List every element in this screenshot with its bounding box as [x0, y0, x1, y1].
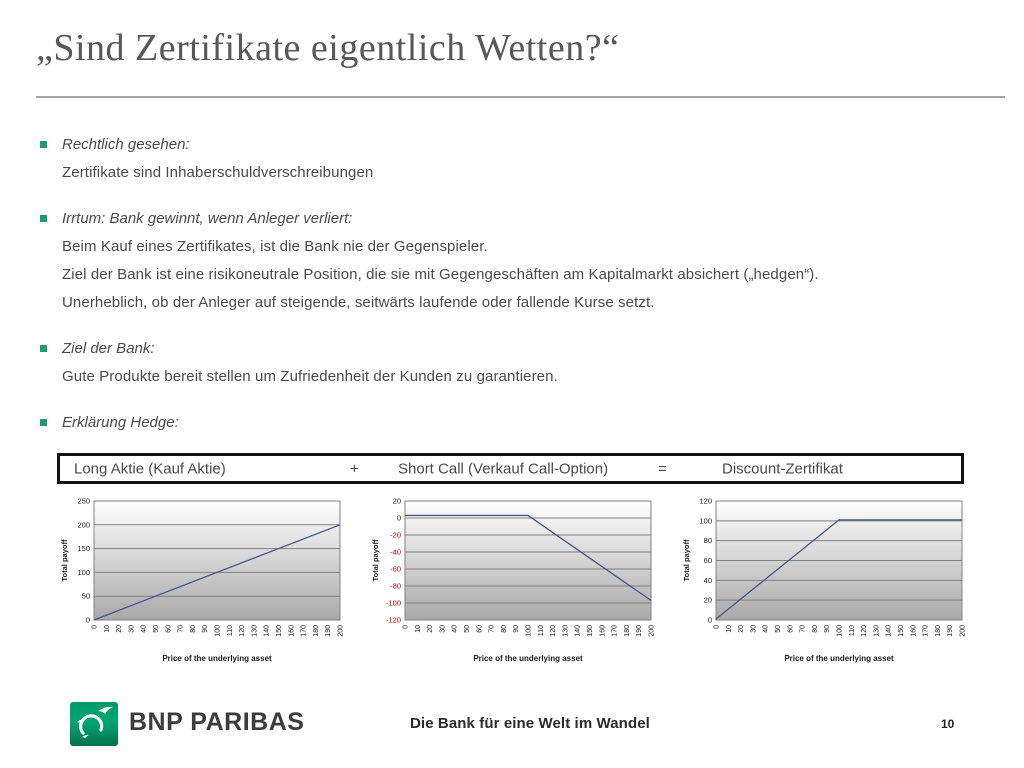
- x-axis-tick-label: 200: [648, 625, 656, 637]
- bullet-body-line: Ziel der Bank ist eine risikoneutrale Position, die sie mit Gegengeschäften am Kapitalmarkt absichert („hedgen“).: [62, 266, 819, 283]
- x-axis-tick-label: 40: [140, 625, 148, 633]
- bullet-heading: [40, 414, 984, 431]
- y-axis-tick-label: -60: [390, 564, 401, 574]
- y-axis-title: Total payoff: [682, 539, 691, 582]
- y-axis-tick-label: 20: [392, 496, 401, 506]
- y-axis-tick-label: -40: [390, 547, 401, 557]
- y-axis-tick-label: 0: [85, 615, 90, 625]
- x-axis-tick-label: 90: [513, 625, 521, 633]
- bullet-list: [40, 136, 984, 431]
- y-axis-tick-label: 150: [77, 544, 90, 554]
- x-axis-tick-label: 50: [464, 625, 471, 633]
- chart-short-call: [369, 494, 657, 666]
- chart-long-aktie: [58, 494, 346, 666]
- x-axis-tick-label: 130: [562, 625, 570, 637]
- formula-equals-sign: =: [658, 460, 667, 477]
- x-axis-tick-label: 170: [922, 625, 930, 637]
- title-divider: [36, 96, 1005, 98]
- formula-long-aktie: Long Aktie (Kauf Aktie): [74, 460, 226, 477]
- x-axis-tick-label: 150: [898, 625, 905, 637]
- bullet-body-line: Gute Produkte bereit stellen um Zufriedenheit der Kunden zu garantieren.: [62, 368, 558, 385]
- x-axis-tick-label: 110: [226, 625, 234, 637]
- y-axis-tick-label: 100: [699, 516, 712, 526]
- slide-body: [40, 136, 984, 666]
- x-axis-tick-label: 80: [811, 625, 819, 633]
- y-axis-tick-label: 50: [81, 591, 90, 601]
- y-axis-tick-label: -120: [385, 615, 401, 625]
- x-axis-tick-label: 70: [177, 625, 185, 633]
- payoff-charts-row: [58, 494, 984, 666]
- x-axis-tick-label: 140: [574, 625, 582, 637]
- y-axis-tick-label: 0: [396, 513, 401, 523]
- x-axis-tick-label: 150: [276, 625, 283, 637]
- x-axis-tick-label: 40: [451, 625, 459, 633]
- x-axis-tick-label: 0: [713, 625, 721, 629]
- x-axis-tick-label: 100: [836, 625, 844, 637]
- y-axis-tick-label: -20: [390, 530, 401, 540]
- x-axis-tick-label: 60: [165, 625, 173, 633]
- formula-discount-zertifikat: Discount-Zertifikat: [722, 460, 843, 477]
- y-axis-tick-label: 100: [77, 567, 90, 577]
- bullet-body-line: Unerheblich, ob der Anleger auf steigende, seitwärts laufende oder fallende Kurse setzt.: [62, 294, 655, 311]
- x-axis-tick-label: 90: [202, 625, 210, 633]
- x-axis-tick-label: 180: [623, 625, 631, 637]
- bullet-heading: [40, 210, 984, 227]
- green-square-bullet-icon: [40, 345, 47, 352]
- x-axis-tick-label: 160: [910, 625, 918, 637]
- x-axis-tick-label: 120: [239, 625, 247, 637]
- x-axis-tick-label: 150: [587, 625, 594, 637]
- y-axis-tick-label: 0: [707, 615, 712, 625]
- x-axis-tick-label: 60: [787, 625, 795, 633]
- x-axis-tick-label: 90: [824, 625, 832, 633]
- x-axis-tick-label: 30: [128, 625, 136, 633]
- payoff-chart-svg: [369, 494, 657, 666]
- x-axis-tick-label: 110: [537, 625, 545, 637]
- x-axis-tick-label: 120: [861, 625, 869, 637]
- bullet-heading: [40, 340, 984, 357]
- y-axis-tick-label: 60: [703, 556, 712, 565]
- x-axis-tick-label: 160: [288, 625, 296, 637]
- x-axis-title: Price of the underlying asset: [784, 654, 894, 663]
- x-axis-tick-label: 50: [775, 625, 782, 633]
- x-axis-tick-label: 120: [550, 625, 558, 637]
- x-axis-tick-label: 100: [214, 625, 222, 637]
- footer-tagline: Die Bank für eine Welt im Wandel: [410, 715, 650, 732]
- x-axis-title: Price of the underlying asset: [162, 654, 272, 663]
- y-axis-tick-label: 20: [703, 595, 712, 605]
- y-axis-tick-label: 80: [703, 536, 712, 546]
- x-axis-tick-label: 80: [189, 625, 197, 633]
- slide-title: „Sind Zertifikate eigentlich Wetten?“: [36, 27, 620, 69]
- x-axis-tick-label: 130: [251, 625, 259, 637]
- chart-discount-zertifikat: [680, 494, 968, 666]
- y-axis-title: Total payoff: [371, 539, 380, 582]
- x-axis-tick-label: 190: [325, 625, 333, 637]
- x-axis-tick-label: 70: [488, 625, 496, 633]
- bullet-body-line: Zertifikate sind Inhaberschuldverschreibungen: [62, 164, 374, 181]
- plot-area: [94, 501, 340, 620]
- bullet-heading-text: Erklärung Hedge:: [62, 414, 179, 431]
- x-axis-tick-label: 10: [725, 625, 733, 633]
- y-axis-tick-label: -100: [385, 598, 401, 608]
- bullet-heading: [40, 136, 984, 153]
- page-number: 10: [941, 717, 955, 731]
- formula-plus-sign: +: [350, 460, 359, 477]
- x-axis-tick-label: 170: [300, 625, 308, 637]
- x-axis-tick-label: 40: [762, 625, 770, 633]
- bnp-paribas-logo-icon: [70, 702, 118, 746]
- y-axis-tick-label: 200: [77, 520, 90, 530]
- bullet-body-line: Beim Kauf eines Zertifikates, ist die Bank nie der Gegenspieler.: [62, 238, 488, 255]
- x-axis-tick-label: 20: [427, 625, 435, 633]
- y-axis-tick-label: -80: [390, 581, 401, 591]
- y-axis-tick-label: 40: [703, 575, 712, 585]
- green-square-bullet-icon: [40, 215, 47, 222]
- y-axis-tick-label: 120: [699, 496, 712, 506]
- x-axis-tick-label: 0: [91, 625, 99, 629]
- x-axis-tick-label: 190: [947, 625, 955, 637]
- x-axis-tick-label: 200: [337, 625, 345, 637]
- x-axis-tick-label: 190: [636, 625, 644, 637]
- bullet-heading-text: Ziel der Bank:: [62, 340, 155, 357]
- green-square-bullet-icon: [40, 419, 47, 426]
- plot-area: [405, 501, 651, 620]
- bnp-paribas-wordmark: BNP PARIBAS: [129, 708, 305, 736]
- x-axis-tick-label: 130: [873, 625, 881, 637]
- x-axis-tick-label: 60: [476, 625, 484, 633]
- x-axis-tick-label: 180: [934, 625, 942, 637]
- bullet-heading-text: Rechtlich gesehen:: [62, 136, 190, 153]
- bullet-heading-text: Irrtum: Bank gewinnt, wenn Anleger verliert:: [62, 210, 353, 227]
- x-axis-tick-label: 100: [525, 625, 533, 637]
- x-axis-tick-label: 200: [959, 625, 967, 637]
- formula-short-call: Short Call (Verkauf Call-Option): [398, 460, 609, 477]
- x-axis-tick-label: 140: [885, 625, 893, 637]
- x-axis-tick-label: 10: [414, 625, 422, 633]
- x-axis-tick-label: 110: [848, 625, 856, 637]
- green-square-bullet-icon: [40, 141, 47, 148]
- x-axis-tick-label: 170: [611, 625, 619, 637]
- y-axis-title: Total payoff: [60, 539, 69, 582]
- x-axis-tick-label: 20: [738, 625, 746, 633]
- x-axis-tick-label: 180: [312, 625, 320, 637]
- x-axis-tick-label: 10: [103, 625, 111, 633]
- x-axis-tick-label: 50: [153, 625, 160, 633]
- x-axis-tick-label: 160: [599, 625, 607, 637]
- hedge-formula-box: [57, 453, 964, 484]
- x-axis-title: Price of the underlying asset: [473, 654, 583, 663]
- x-axis-tick-label: 20: [116, 625, 124, 633]
- y-axis-tick-label: 250: [77, 496, 90, 506]
- payoff-chart-svg: [58, 494, 346, 666]
- x-axis-tick-label: 30: [750, 625, 758, 633]
- x-axis-tick-label: 140: [263, 625, 271, 637]
- x-axis-tick-label: 70: [799, 625, 807, 633]
- x-axis-tick-label: 80: [500, 625, 508, 633]
- x-axis-tick-label: 30: [439, 625, 447, 633]
- x-axis-tick-label: 0: [402, 625, 410, 629]
- payoff-chart-svg: [680, 494, 968, 666]
